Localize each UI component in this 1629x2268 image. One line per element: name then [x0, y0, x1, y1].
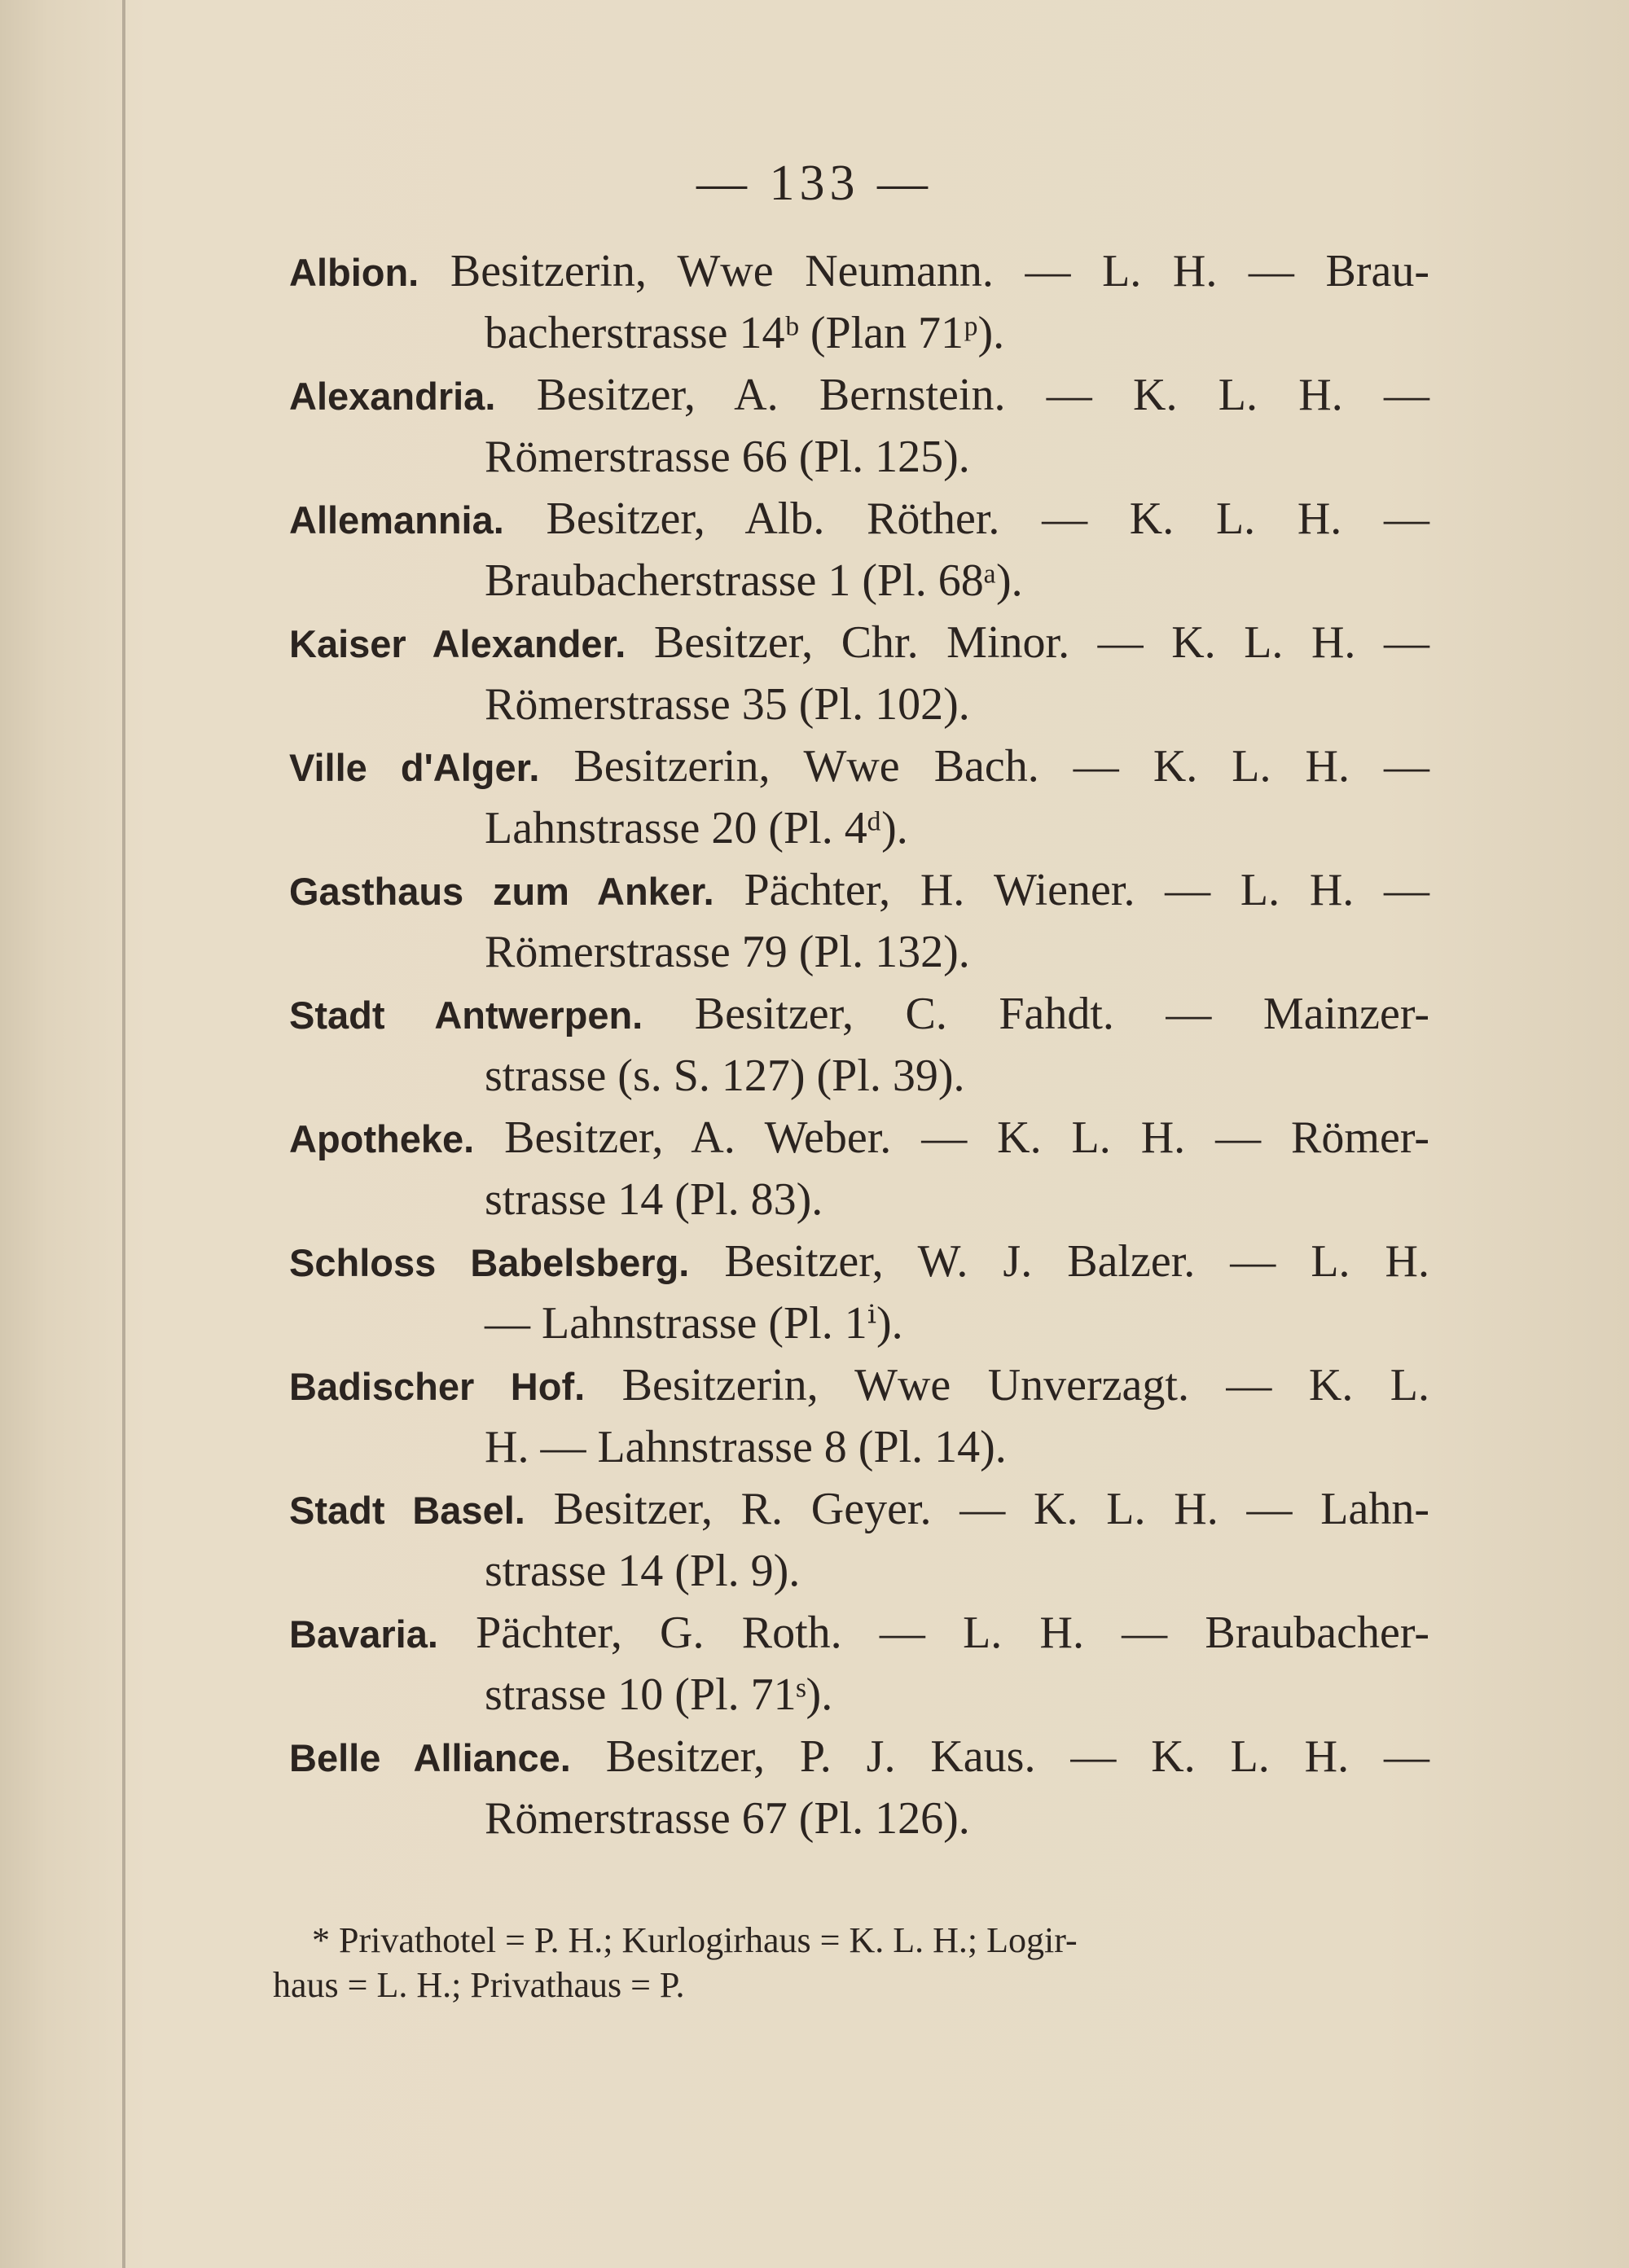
- entry-address: H. — Lahnstrasse 8 (Pl. 14).: [485, 1422, 1007, 1472]
- entry-name: Albion.: [289, 251, 419, 294]
- list-entry: [289, 1231, 1429, 1354]
- entry-name: Gasthaus zum Anker.: [289, 870, 714, 913]
- entry-address: Römerstrasse 66 (Pl. 125).: [485, 432, 970, 482]
- list-entry: [289, 1726, 1429, 1849]
- list-entry: [289, 364, 1429, 488]
- entry-address: strasse 14 (Pl. 83).: [485, 1174, 823, 1225]
- list-entry: [289, 735, 1429, 859]
- entry-address: Römerstrasse 35 (Pl. 102).: [485, 679, 970, 730]
- entry-address: — Lahnstrasse (Pl. 1ⁱ).: [485, 1298, 903, 1349]
- entry-details: Pächter, G. Roth. — L. H. — Braubacher-: [476, 1608, 1429, 1658]
- entry-address: strasse (s. S. 127) (Pl. 39).: [485, 1051, 965, 1101]
- entry-details: Besitzer, C. Fahdt. — Mainzer-: [694, 989, 1429, 1039]
- hotel-list: [289, 240, 1429, 1849]
- footnote: [273, 1918, 1413, 2007]
- entry-address: strasse 10 (Pl. 71ˢ).: [485, 1669, 833, 1720]
- entry-details: Besitzer, W. J. Balzer. — L. H.: [724, 1236, 1429, 1287]
- list-entry: [289, 240, 1429, 364]
- entry-name: Kaiser Alexander.: [289, 622, 626, 665]
- footnote-line: haus = L. H.; Privathaus = P.: [273, 1965, 685, 2005]
- entry-details: Besitzer, R. Geyer. — K. L. H. — Lahn-: [553, 1484, 1429, 1534]
- entry-details: Besitzer, Chr. Minor. — K. L. H. —: [653, 617, 1430, 668]
- entry-address: Braubacherstrasse 1 (Pl. 68ᵃ).: [485, 555, 1023, 606]
- page-number: — 133 —: [696, 156, 933, 211]
- entry-name: Allemannia.: [289, 498, 504, 542]
- entry-details: Besitzer, A. Bernstein. — K. L. H. —: [536, 370, 1430, 420]
- list-entry: [289, 612, 1429, 735]
- entry-address: Lahnstrasse 20 (Pl. 4ᵈ).: [485, 803, 908, 853]
- list-entry: [289, 983, 1429, 1107]
- entry-name: Belle Alliance.: [289, 1736, 571, 1779]
- entry-name: Stadt Antwerpen.: [289, 994, 643, 1037]
- binding-gutter: [122, 0, 125, 2268]
- list-entry: [289, 1478, 1429, 1602]
- list-entry: [289, 1107, 1429, 1231]
- entry-address: Römerstrasse 67 (Pl. 126).: [485, 1793, 970, 1844]
- entry-details: Besitzerin, Wwe Unverzagt. — K. L.: [621, 1360, 1429, 1410]
- entry-name: Bavaria.: [289, 1612, 438, 1656]
- entry-address: Römerstrasse 79 (Pl. 132).: [485, 927, 970, 977]
- entry-details: Besitzerin, Wwe Neumann. — L. H. — Brau-: [450, 246, 1429, 296]
- entry-name: Stadt Basel.: [289, 1489, 525, 1532]
- list-entry: [289, 1354, 1429, 1478]
- entry-name: Badischer Hof.: [289, 1365, 586, 1408]
- entry-name: Schloss Babelsberg.: [289, 1241, 690, 1284]
- entry-details: Besitzerin, Wwe Bach. — K. L. H. —: [573, 741, 1430, 792]
- entry-name: Ville d'Alger.: [289, 746, 540, 789]
- list-entry: [289, 488, 1429, 612]
- entry-details: Pächter, H. Wiener. — L. H. —: [744, 865, 1429, 915]
- entry-details: Besitzer, P. J. Kaus. — K. L. H. —: [605, 1731, 1429, 1782]
- list-entry: [289, 859, 1429, 983]
- entry-details: Besitzer, Alb. Röther. — K. L. H. —: [546, 494, 1429, 544]
- entry-name: Apotheke.: [289, 1117, 475, 1160]
- entry-address: strasse 14 (Pl. 9).: [485, 1546, 801, 1596]
- list-entry: [289, 1602, 1429, 1726]
- entry-address: bacherstrasse 14ᵇ (Plan 71ᵖ).: [485, 308, 1005, 358]
- footnote-line: * Privathotel = P. H.; Kurlogirhaus = K. L. H.; Logir-: [312, 1920, 1078, 1960]
- entry-name: Alexandria.: [289, 375, 496, 418]
- entry-details: Besitzer, A. Weber. — K. L. H. — Römer-: [504, 1112, 1429, 1163]
